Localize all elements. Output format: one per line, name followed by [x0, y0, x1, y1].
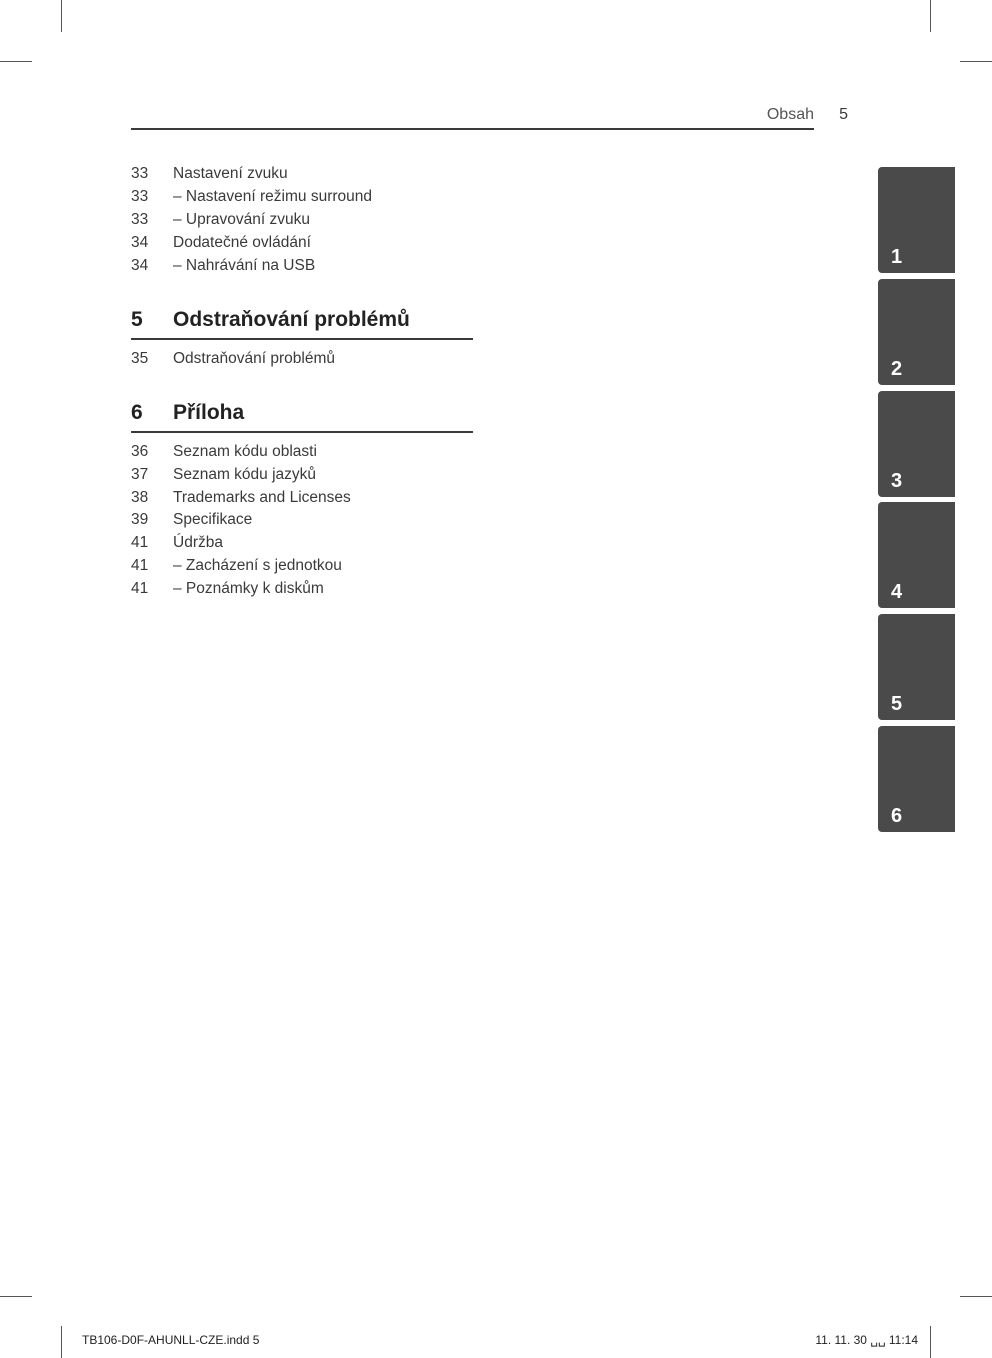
crop-mark	[61, 0, 62, 32]
page-header	[131, 104, 848, 132]
section-title: Příloha	[173, 401, 245, 424]
toc-entry-title: Specifikace	[173, 511, 253, 528]
toc-page-number: 34	[131, 257, 149, 274]
toc-page-number: 35	[131, 350, 149, 367]
section-heading-6	[131, 401, 473, 431]
chapter-tab-5[interactable]	[878, 614, 955, 720]
chapter-tab-label: 1	[891, 246, 903, 268]
chapter-tab-label: 6	[891, 805, 903, 827]
chapter-tab-1[interactable]	[878, 167, 955, 273]
toc-entry-title: – Poznámky k diskům	[173, 580, 324, 597]
header-title: Obsah	[766, 106, 814, 123]
crop-mark	[0, 61, 32, 62]
chapter-tab-label: 4	[891, 581, 903, 603]
toc-page-number: 37	[131, 466, 149, 483]
toc-entry-title: – Nahrávání na USB	[173, 257, 316, 274]
toc-page-number: 34	[131, 234, 149, 251]
toc-entry-title: Nastavení zvuku	[173, 165, 288, 182]
crop-mark	[930, 0, 931, 32]
section-title: Odstraňování problémů	[173, 308, 410, 331]
section-rule	[131, 431, 473, 433]
section-heading-5	[131, 308, 473, 338]
chapter-tab-2[interactable]	[878, 279, 955, 385]
chapter-tab-label: 3	[891, 470, 903, 492]
toc-page-number: 41	[131, 534, 149, 551]
toc-page-number: 36	[131, 443, 149, 460]
toc-page-number: 33	[131, 188, 149, 205]
chapter-tab-3[interactable]	[878, 391, 955, 497]
toc-entry-title: – Zacházení s jednotkou	[173, 557, 342, 574]
crop-mark	[61, 1326, 62, 1358]
toc-page-number: 33	[131, 165, 149, 182]
section-rule	[131, 338, 473, 340]
toc-entry-title: – Nastavení režimu surround	[173, 188, 373, 205]
chapter-tab-6[interactable]	[878, 726, 955, 832]
crop-mark	[930, 1326, 931, 1358]
crop-mark	[960, 61, 992, 62]
header-rule	[131, 128, 814, 130]
toc-page-number: 39	[131, 511, 149, 528]
toc-entry-title: – Upravování zvuku	[173, 211, 310, 228]
toc-entry-title: Seznam kódu oblasti	[173, 443, 317, 460]
section-number: 5	[131, 308, 143, 331]
section-number: 6	[131, 401, 143, 424]
crop-mark	[960, 1296, 992, 1297]
crop-mark	[0, 1296, 32, 1297]
header-page-number: 5	[839, 106, 848, 123]
toc-page-number: 41	[131, 580, 149, 597]
footer-timestamp: 11. 11. 30 ␣␣ 11:14	[815, 1333, 918, 1347]
chapter-tab-label: 2	[891, 358, 903, 380]
footer-file-info: TB106-D0F-AHUNLL-CZE.indd 5	[82, 1333, 260, 1347]
toc-page-number: 41	[131, 557, 149, 574]
chapter-tab-4[interactable]	[878, 502, 955, 608]
toc-entry-title: Odstraňování problémů	[173, 350, 335, 367]
toc-entry-title: Seznam kódu jazyků	[173, 466, 317, 483]
chapter-tab-label: 5	[891, 693, 903, 715]
toc-page-number: 33	[131, 211, 149, 228]
toc-entry-title: Dodatečné ovládání	[173, 234, 311, 251]
toc-entry-title: Trademarks and Licenses	[173, 489, 351, 506]
toc-entry-title: Údržba	[173, 534, 223, 551]
toc-page-number: 38	[131, 489, 149, 506]
